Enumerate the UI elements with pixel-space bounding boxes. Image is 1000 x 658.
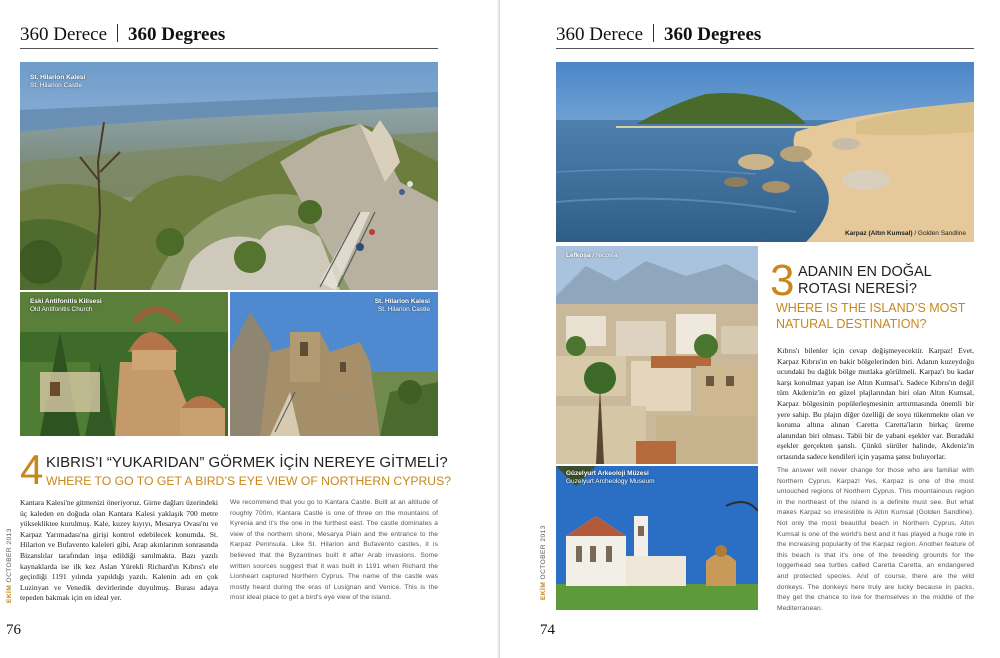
masthead-turkish: 360 Derece	[20, 24, 108, 45]
st-hilarion-castle-photo	[230, 292, 438, 436]
masthead-left	[20, 24, 225, 48]
church-caption	[30, 298, 102, 314]
page-number-right: 74	[540, 622, 555, 638]
header-rule-right	[556, 48, 974, 49]
issue-sideline-left	[6, 528, 13, 603]
section-3-text-en: The answer will never change for those who are familiar with Northern Cyprus. Karpaz! Yes, Karpaz is one of the most untouched regions of Northern Cyprus. This mountainous region in the northeast of the island is a definite must see. But what makes Karpaz so irresistible is Altın Kumsal (Golden Sandline). Not only the most beautiful beach in Northern Cyprus, Altın Kumsal is one of the world's best and it has played a huge role in the increasing popularity of the Karpaz region. Another feature of this beach is that it's one of the breeding grounds for the loggerhead sea turtles called Caretta Caretta, an endangered and protected species. And of course, there are the wild donkeys. The donkeys here truly are lucky because in packs, they get the chance to live for themselves in the middle of the Mediterranean.	[777, 467, 974, 612]
hero-illustration	[20, 62, 438, 290]
guzelyurt-museum-photo	[556, 466, 758, 610]
beach-caption	[845, 230, 966, 238]
museum-caption-subtitle: Guzelyurt Archeology Museum	[566, 478, 655, 485]
section-4-text-en: We recommend that you go to Kantara Castle. Built at an altitude of roughly 700m, Kantara Castle is one of three on the mountains of Kyrenia and it's the one in the furthest east. The castle dominates a view of the northern shore, Mesarya Plain and the entrance to the Karpaz Peninsula. Like St. Hilarion and Bufavento castles, it is believed that the Byzantines built it after Arab invasions. Some written sources suggest that it was built in 1191 when Richard the Lionheart captured Northern Cyprus. The name of the castle was mostly heard during the eras of Lusignan and Venice. This is the most ideal place to get a bird's eye view of the island.	[230, 499, 438, 602]
karpaz-beach-photo	[556, 62, 974, 242]
church-caption-title: Eski Antifonitis Kilisesi	[30, 298, 102, 305]
castle-caption-subtitle: St. Hilarion Castle	[377, 306, 430, 313]
hero-caption-subtitle: St. Hilarion Castle	[30, 82, 83, 89]
section-3-heading	[770, 256, 980, 338]
sideline-month-left: EKİM	[6, 584, 13, 603]
nicosia-caption	[566, 252, 617, 260]
right-page	[500, 0, 1000, 658]
section-3-text-tr: Kıbrıs'ı bilenler için cevap değişmeyecektir. Karpaz! Evet, Karpaz Kıbrıs'ın en bakir bölgelerinden biri. Adanın kuzeydoğu ucundaki bu dağlık bölge mutlaka görülmeli. Karpaz'ı bu kadar karşı konulmaz yapan ise Altın Kumsal'ı. Sadece Kıbrıs'ın değil tüm Akdeniz'in en güzel plajlarından biri olan Altın Kumsal, Karpaz bölgesinin popülerleşmesinin arttırmasında önemli bir yere sahip. Bu plajın diğer özelliği de soyu tükenmekte olan ve koruma altına alınan Caretta Caretta'ların birkaç üreme alanından biri olması. Tabii bir de yabani eşekler var. Buradaki eşekler gerçekten şanslı. Çünkü sürüler halinde, Akdeniz'in ortasında sadece kendileri için yaşama şansı buluyorlar.	[777, 346, 974, 461]
section-4-title-tr: KIBRIS’I “YUKARIDAN” GÖRMEK İÇİN NEREYE GİTMELİ?	[46, 454, 448, 471]
issue-sideline-right	[540, 525, 547, 600]
nicosia-photo	[556, 246, 758, 464]
museum-caption	[566, 470, 655, 486]
sideline-month-right: EKİM	[540, 581, 547, 600]
castle-caption-title: St. Hilarion Kalesi	[374, 298, 430, 305]
nicosia-caption-subtitle: / Nicosia	[590, 252, 618, 259]
section-4-title-en: WHERE TO GO TO GET A BIRD’S EYE VIEW OF NORTHERN CYPRUS?	[46, 474, 451, 488]
beach-illustration	[556, 62, 974, 242]
nicosia-caption-title: Lefkoşa	[566, 252, 591, 259]
section-3-title-tr-line1: ADANIN EN DOĞAL	[798, 264, 932, 280]
section-4-heading	[20, 446, 460, 496]
masthead-turkish-right: 360 Derece	[556, 24, 644, 45]
section-4-number: 4	[20, 446, 44, 493]
nicosia-illustration	[556, 246, 758, 464]
masthead-english-right: 360 Degrees	[664, 24, 762, 45]
museum-illustration	[556, 466, 758, 610]
castle-caption	[375, 298, 430, 314]
header-rule	[20, 48, 438, 49]
section-3-number: 3	[770, 256, 795, 305]
hero-caption-title: St. Hilarion Kalesi	[30, 74, 86, 81]
museum-caption-title: Güzelyurt Arkeoloji Müzesi	[566, 470, 649, 477]
church-caption-subtitle: Old Antifonitis Church	[30, 306, 93, 313]
section-3-title-en-line2: NATURAL DESTINATION?	[776, 317, 927, 331]
sideline-rest-left: OCTOBER 2013	[6, 528, 13, 585]
page-number-left: 76	[6, 622, 21, 638]
masthead-english: 360 Degrees	[128, 24, 226, 45]
hero-caption	[30, 74, 85, 90]
section-3-title-tr-line2: ROTASI NERESİ?	[798, 281, 917, 297]
sideline-rest-right: OCTOBER 2013	[540, 525, 547, 582]
section-4-text-tr: Kantara Kalesi'ne gitmenizi öneriyoruz. Girne dağları üzerindeki üç kaleden en doğuda olan Kantara Kalesi yaklaşık 700 metre yüksekliktee kurulmuş. Kale, kuzey kıyıyı, Mesarya Ovası'nı ve Karpaz Yarımadası'na girişi kontrol edebilecek konumda. St. Hilarion ve Bufavento kaleleri gibi, Arap akınlarının sonrasında Bizanslılar tarafından inşa edildiği sanılmakta. Bazı yazılı kaynaklarda ise ilk kez Aslan Yürekli Richard'ın Kıbrıs'ı ele geçirdiği 1191 yılında yapıldığı yazılı. Kalenin adı en çok Luzinyan ve Venedik devirlerinde duyulmuş. Burası adaya tepeden bakmak için en ideal yer.	[20, 498, 218, 603]
section-3-title-en-line1: WHERE IS THE ISLAND’S MOST	[776, 301, 966, 315]
beach-caption-subtitle: / Golden Sandline	[912, 230, 966, 237]
st-hilarion-hero-photo	[20, 62, 438, 290]
antifonitis-church-photo	[20, 292, 228, 436]
masthead-right	[556, 24, 761, 48]
beach-caption-title: Karpaz (Altın Kumsal)	[844, 230, 913, 237]
